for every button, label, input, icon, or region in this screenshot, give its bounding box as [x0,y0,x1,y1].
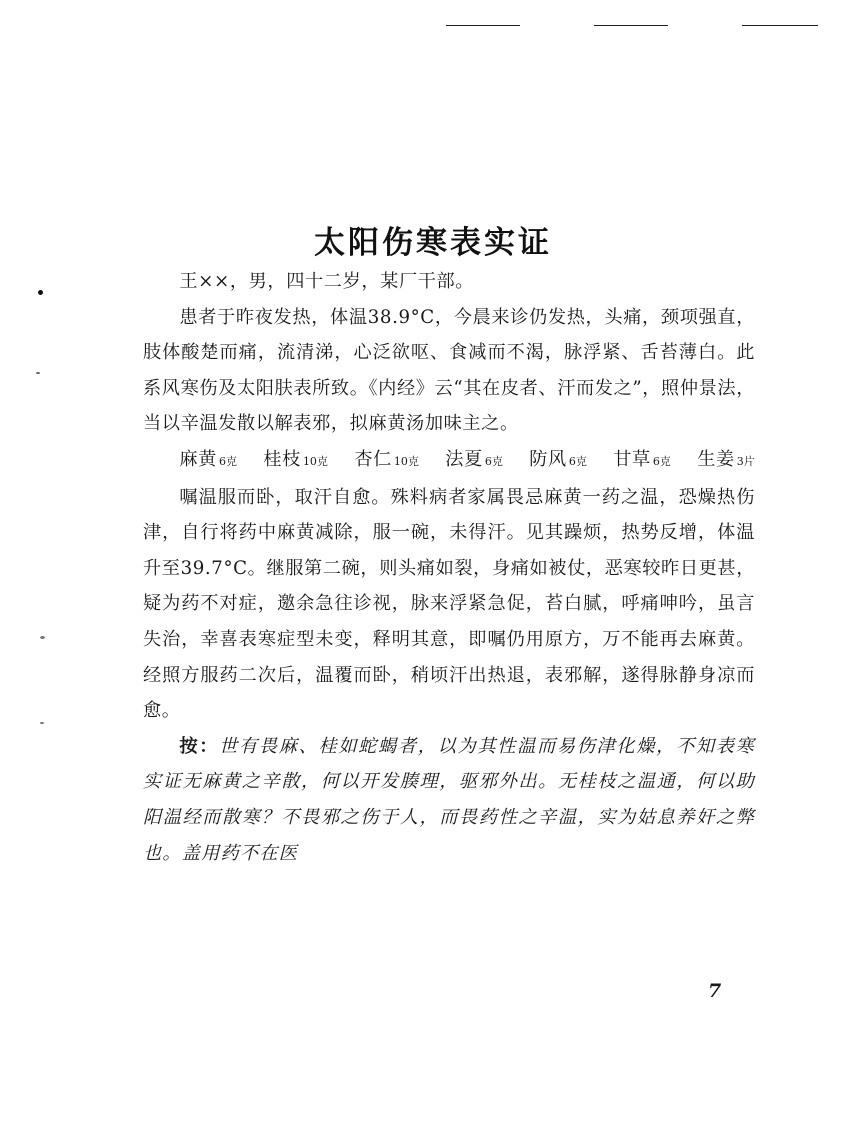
herb-item [445,449,503,470]
header-rule-left [446,25,520,26]
page-number: 7 [708,980,722,1002]
herb-dose: 6克 [484,454,503,468]
patient-info: 王××，男，四十二岁，某厂干部。 [179,271,475,292]
herb-name: 杏仁 [354,448,392,470]
page-title: 太阳伤寒表实证 [314,224,552,261]
herb-name: 生姜 [697,448,735,470]
header-rule-middle [594,25,668,26]
prescription [143,442,755,480]
herb-name: 甘草 [613,448,651,470]
herb-dose: 6克 [568,454,587,468]
herb-item [613,449,671,470]
case-presentation: 患者于昨夜发热，体温38.9°C，今晨来诊仍发热，头痛，颈项强直，肢体酸楚而痛，流清涕，心泛欲呕、食减而不渴，脉浮紧、舌苔薄白。此系风寒伤及太阳肤表所致。《内经》云“其在皮者、汗而发之”，照仲景法，当以辛温发散以解表邪，拟麻黄汤加味主之。 [143,306,755,435]
herb-dose: 6克 [218,454,237,468]
herb-item [529,449,587,470]
herb-name: 法夏 [445,448,483,470]
herb-dose: 10克 [393,454,419,468]
herb-item [263,449,328,470]
herb-name: 麻黄 [179,448,217,470]
herb-name: 桂枝 [263,448,301,470]
herb-dose: 3片 [736,454,755,468]
herb-name: 防风 [529,448,567,470]
treatment-course: 嘱温服而卧，取汗自愈。殊料病者家属畏忌麻黄一药之温，恐燥热伤津，自行将药中麻黄减除，服一碗，未得汗。见其躁烦，热势反增，体温升至39.7°C。继服第二碗，则头痛如裂，身痛如被仗，恶寒较昨日更甚，疑为药不对症，邀余急往诊视，脉来浮紧急促，苔白腻，呼痛呻吟，虽言失治，幸喜表寒症型未变，释明其意，即嘱仍用原方，万不能再去麻黄。经照方服药二次后，温覆而卧，稍顷汗出热退，表邪解，遂得脉静身凉而愈。 [143,486,755,722]
commentary-label: 按： [179,735,220,757]
herb-item [697,449,755,470]
margin-speck [40,722,44,724]
header-rule-right [742,25,818,26]
herb-dose: 10克 [302,454,328,468]
herb-item [354,449,419,470]
article-body [143,264,755,871]
margin-speck [40,636,45,639]
herb-dose: 6克 [652,454,671,468]
margin-speck [36,372,40,374]
margin-speck [38,290,43,295]
herb-item [179,449,237,470]
commentary-text: 世有畏麻、桂如蛇蝎者，以为其性温而易伤津化燥，不知表寒实证无麻黄之辛散，何以开发腠理，驱邪外出。无桂枝之温通，何以助阳温经而散寒？不畏邪之伤于人，而畏药性之辛温，实为姑息养奸之弊也。盖用药不在医 [143,735,755,864]
commentary [143,729,755,871]
